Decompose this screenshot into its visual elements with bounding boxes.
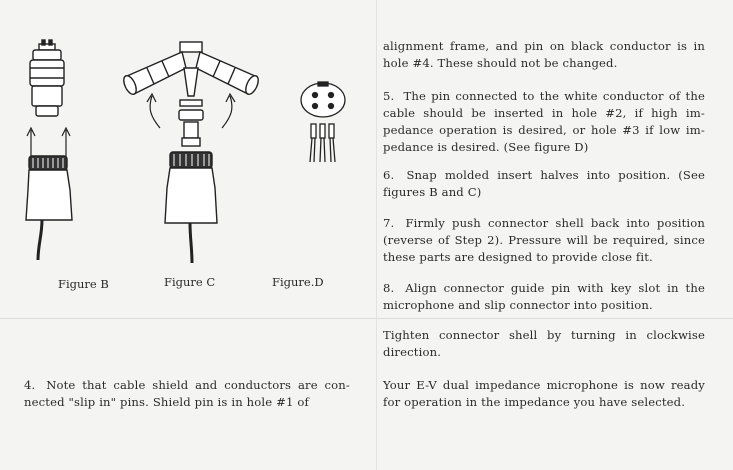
step-5-number: 5. — [383, 89, 395, 103]
step-6-number: 6. — [383, 168, 395, 182]
final-paragraph: Your E-V dual impedance microphone is now ready for operation in the impedance you have selected. — [383, 378, 705, 409]
figure-b-label: Figure B — [58, 277, 109, 291]
step-8-paragraph — [383, 280, 705, 314]
step-6-text: Snap molded insert halves into position. (See figures B and C) — [383, 168, 706, 199]
step-5-text: The pin connected to the white conductor of the cable should be inserted in hole #2, if high im-pedance operation is desired, or hole #3 if low im-pedance is desired. (See figure D) — [383, 89, 705, 154]
figure-d-illustration — [298, 82, 348, 172]
intro-paragraph: alignment frame, and pin on black conductor is in hole #4. These should not be changed. — [383, 39, 705, 70]
tighten-paragraph: Tighten connector shell by turning in clockwise direction. — [383, 328, 705, 359]
step-6-paragraph — [383, 167, 705, 201]
step-4-text: Note that cable shield and conductors are con-nected "slip in" pins. Shield pin is in hole #1 of — [24, 378, 350, 409]
step-4-number: 4. — [24, 378, 36, 392]
step-7-number: 7. — [383, 216, 395, 230]
figure-c-label: Figure C — [164, 275, 216, 289]
figure-b-illustration — [16, 40, 96, 260]
figure-d-label: Figure.D — [272, 275, 324, 289]
step-7-text: Firmly push connector shell back into position (reverse of Step 2). Pressure will be required, since these parts are designed to provide close fit. — [383, 216, 705, 264]
step-4-paragraph — [24, 377, 350, 411]
step-8-text: Align connector guide pin with key slot in the microphone and slip connector into position. — [383, 281, 705, 312]
figure-c-illustration — [122, 38, 262, 263]
step-5-paragraph — [383, 88, 705, 156]
paper-fold-line-vertical — [376, 0, 377, 470]
paper-fold-line — [0, 318, 733, 319]
step-7-paragraph — [383, 215, 705, 266]
step-8-number: 8. — [383, 281, 395, 295]
